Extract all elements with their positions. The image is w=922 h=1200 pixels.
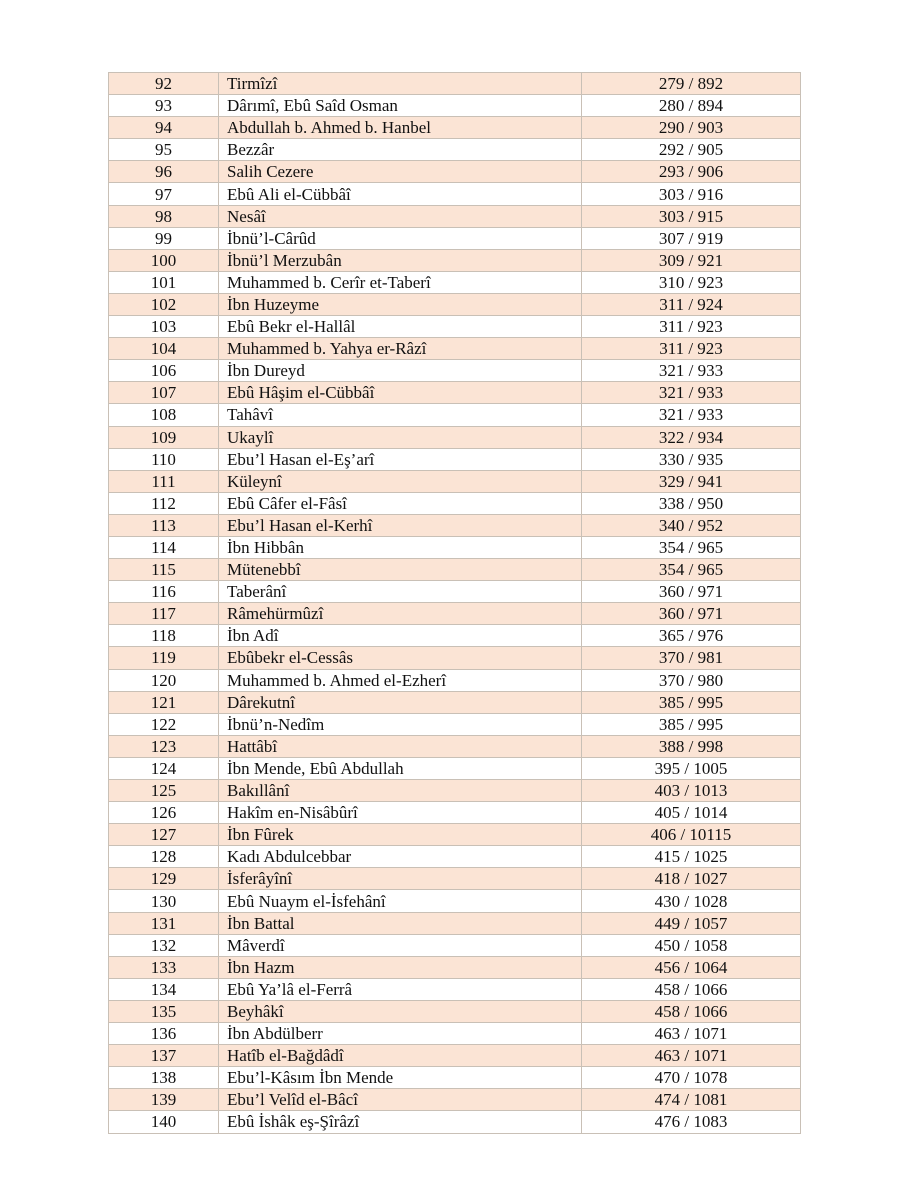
death-date: 406 / 10115	[582, 824, 801, 846]
row-number: 117	[109, 603, 219, 625]
scholar-name: Ebû Nuaym el-İsfehânî	[219, 890, 582, 912]
row-number: 128	[109, 846, 219, 868]
scholar-name: Hatîb el-Bağdâdî	[219, 1045, 582, 1067]
row-number: 113	[109, 514, 219, 536]
row-number: 108	[109, 404, 219, 426]
table-row	[109, 978, 801, 1000]
row-number: 116	[109, 581, 219, 603]
death-date: 329 / 941	[582, 470, 801, 492]
table-row	[109, 514, 801, 536]
row-number: 123	[109, 735, 219, 757]
table-row	[109, 890, 801, 912]
row-number: 134	[109, 978, 219, 1000]
scholar-name: Tirmîzî	[219, 73, 582, 95]
scholar-name: Ebû Câfer el-Fâsî	[219, 492, 582, 514]
table-row	[109, 1045, 801, 1067]
row-number: 100	[109, 249, 219, 271]
death-date: 415 / 1025	[582, 846, 801, 868]
table-row	[109, 316, 801, 338]
scholar-name: Muhammed b. Yahya er-Râzî	[219, 338, 582, 360]
table-row	[109, 868, 801, 890]
death-date: 463 / 1071	[582, 1045, 801, 1067]
death-date: 311 / 923	[582, 316, 801, 338]
scholar-name: Beyhâkî	[219, 1000, 582, 1022]
table-row	[109, 1067, 801, 1089]
scholar-name: Ebûbekr el-Cessâs	[219, 647, 582, 669]
death-date: 360 / 971	[582, 603, 801, 625]
row-number: 125	[109, 780, 219, 802]
row-number: 122	[109, 713, 219, 735]
table-row	[109, 669, 801, 691]
scholar-name: İbn Hibbân	[219, 536, 582, 558]
table-row	[109, 912, 801, 934]
death-date: 463 / 1071	[582, 1023, 801, 1045]
scholar-name: Mütenebbî	[219, 559, 582, 581]
row-number: 118	[109, 625, 219, 647]
scholars-table	[108, 72, 801, 1134]
row-number: 131	[109, 912, 219, 934]
row-number: 101	[109, 271, 219, 293]
row-number: 114	[109, 536, 219, 558]
table-row	[109, 581, 801, 603]
scholar-name: Ebû Ali el-Cübbâî	[219, 183, 582, 205]
scholar-name: Ebû İshâk eş-Şîrâzî	[219, 1111, 582, 1133]
death-date: 476 / 1083	[582, 1111, 801, 1133]
scholar-name: Ebu’l Velîd el-Bâcî	[219, 1089, 582, 1111]
row-number: 136	[109, 1023, 219, 1045]
table-row	[109, 1089, 801, 1111]
table-row	[109, 161, 801, 183]
row-number: 95	[109, 139, 219, 161]
table-row	[109, 205, 801, 227]
table-row	[109, 559, 801, 581]
death-date: 321 / 933	[582, 404, 801, 426]
row-number: 112	[109, 492, 219, 514]
scholar-name: Nesâî	[219, 205, 582, 227]
death-date: 395 / 1005	[582, 757, 801, 779]
row-number: 130	[109, 890, 219, 912]
death-date: 474 / 1081	[582, 1089, 801, 1111]
table-row	[109, 227, 801, 249]
scholar-name: İsferâyînî	[219, 868, 582, 890]
death-date: 307 / 919	[582, 227, 801, 249]
table-row	[109, 1111, 801, 1133]
row-number: 138	[109, 1067, 219, 1089]
table-row	[109, 293, 801, 315]
scholar-name: Abdullah b. Ahmed b. Hanbel	[219, 117, 582, 139]
death-date: 292 / 905	[582, 139, 801, 161]
table-row	[109, 492, 801, 514]
scholar-name: Mâverdî	[219, 934, 582, 956]
scholar-name: İbnü’l Merzubân	[219, 249, 582, 271]
table-row	[109, 780, 801, 802]
death-date: 311 / 924	[582, 293, 801, 315]
table-row	[109, 183, 801, 205]
table-row	[109, 691, 801, 713]
death-date: 365 / 976	[582, 625, 801, 647]
row-number: 119	[109, 647, 219, 669]
table-row	[109, 713, 801, 735]
table-row	[109, 603, 801, 625]
table-row	[109, 735, 801, 757]
death-date: 458 / 1066	[582, 1000, 801, 1022]
scholar-name: Ebû Hâşim el-Cübbâî	[219, 382, 582, 404]
scholar-name: İbn Fûrek	[219, 824, 582, 846]
table-row	[109, 647, 801, 669]
scholar-name: İbnü’l-Cârûd	[219, 227, 582, 249]
death-date: 311 / 923	[582, 338, 801, 360]
table-row	[109, 360, 801, 382]
scholar-name: İbn Mende, Ebû Abdullah	[219, 757, 582, 779]
row-number: 140	[109, 1111, 219, 1133]
table-row	[109, 824, 801, 846]
table-row	[109, 1023, 801, 1045]
death-date: 388 / 998	[582, 735, 801, 757]
death-date: 322 / 934	[582, 426, 801, 448]
row-number: 133	[109, 956, 219, 978]
table-row	[109, 338, 801, 360]
row-number: 102	[109, 293, 219, 315]
death-date: 456 / 1064	[582, 956, 801, 978]
scholar-name: Taberânî	[219, 581, 582, 603]
scholar-name: Hattâbî	[219, 735, 582, 757]
table-row	[109, 426, 801, 448]
scholar-name: Kadı Abdulcebbar	[219, 846, 582, 868]
table-row	[109, 448, 801, 470]
row-number: 127	[109, 824, 219, 846]
row-number: 132	[109, 934, 219, 956]
table-row	[109, 117, 801, 139]
death-date: 430 / 1028	[582, 890, 801, 912]
scholar-name: Ebu’l Hasan el-Kerhî	[219, 514, 582, 536]
row-number: 92	[109, 73, 219, 95]
table-row	[109, 470, 801, 492]
death-date: 449 / 1057	[582, 912, 801, 934]
death-date: 303 / 916	[582, 183, 801, 205]
row-number: 106	[109, 360, 219, 382]
table-row	[109, 1000, 801, 1022]
scholar-name: İbn Adî	[219, 625, 582, 647]
death-date: 370 / 981	[582, 647, 801, 669]
death-date: 280 / 894	[582, 95, 801, 117]
table-row	[109, 95, 801, 117]
scholar-name: İbnü’n-Nedîm	[219, 713, 582, 735]
scholar-name: İbn Dureyd	[219, 360, 582, 382]
death-date: 330 / 935	[582, 448, 801, 470]
scholar-name: Hakîm en-Nisâbûrî	[219, 802, 582, 824]
row-number: 137	[109, 1045, 219, 1067]
table-row	[109, 249, 801, 271]
scholar-name: Tahâvî	[219, 404, 582, 426]
table-row	[109, 934, 801, 956]
scholar-name: Dârımî, Ebû Saîd Osman	[219, 95, 582, 117]
row-number: 121	[109, 691, 219, 713]
scholar-name: İbn Hazm	[219, 956, 582, 978]
death-date: 293 / 906	[582, 161, 801, 183]
death-date: 450 / 1058	[582, 934, 801, 956]
death-date: 279 / 892	[582, 73, 801, 95]
death-date: 340 / 952	[582, 514, 801, 536]
row-number: 103	[109, 316, 219, 338]
row-number: 110	[109, 448, 219, 470]
row-number: 129	[109, 868, 219, 890]
death-date: 418 / 1027	[582, 868, 801, 890]
death-date: 370 / 980	[582, 669, 801, 691]
death-date: 303 / 915	[582, 205, 801, 227]
table-row	[109, 846, 801, 868]
row-number: 135	[109, 1000, 219, 1022]
row-number: 107	[109, 382, 219, 404]
table-row	[109, 271, 801, 293]
row-number: 93	[109, 95, 219, 117]
scholar-name: Ukaylî	[219, 426, 582, 448]
scholar-name: Dârekutnî	[219, 691, 582, 713]
table-row	[109, 536, 801, 558]
scholar-name: İbn Huzeyme	[219, 293, 582, 315]
death-date: 338 / 950	[582, 492, 801, 514]
table-row	[109, 956, 801, 978]
row-number: 120	[109, 669, 219, 691]
table-row	[109, 382, 801, 404]
scholar-name: Bezzâr	[219, 139, 582, 161]
scholar-name: İbn Battal	[219, 912, 582, 934]
row-number: 109	[109, 426, 219, 448]
scholar-name: Ebu’l Hasan el-Eş’arî	[219, 448, 582, 470]
scholar-name: Ebû Ya’lâ el-Ferrâ	[219, 978, 582, 1000]
scholar-name: Küleynî	[219, 470, 582, 492]
scholar-name: İbn Abdülberr	[219, 1023, 582, 1045]
death-date: 354 / 965	[582, 559, 801, 581]
scholar-name: Ebû Bekr el-Hallâl	[219, 316, 582, 338]
row-number: 94	[109, 117, 219, 139]
scholar-name: Salih Cezere	[219, 161, 582, 183]
scholars-table-body	[109, 73, 801, 1134]
row-number: 99	[109, 227, 219, 249]
death-date: 354 / 965	[582, 536, 801, 558]
death-date: 405 / 1014	[582, 802, 801, 824]
table-row	[109, 625, 801, 647]
death-date: 309 / 921	[582, 249, 801, 271]
table-row	[109, 404, 801, 426]
table-row	[109, 802, 801, 824]
scholar-name: Muhammed b. Cerîr et-Taberî	[219, 271, 582, 293]
row-number: 104	[109, 338, 219, 360]
table-row	[109, 757, 801, 779]
scholar-name: Bakıllânî	[219, 780, 582, 802]
death-date: 385 / 995	[582, 713, 801, 735]
death-date: 360 / 971	[582, 581, 801, 603]
death-date: 290 / 903	[582, 117, 801, 139]
row-number: 126	[109, 802, 219, 824]
scholar-name: Râmehürmûzî	[219, 603, 582, 625]
death-date: 458 / 1066	[582, 978, 801, 1000]
scholar-name: Muhammed b. Ahmed el-Ezherî	[219, 669, 582, 691]
death-date: 470 / 1078	[582, 1067, 801, 1089]
row-number: 97	[109, 183, 219, 205]
death-date: 321 / 933	[582, 360, 801, 382]
death-date: 385 / 995	[582, 691, 801, 713]
death-date: 321 / 933	[582, 382, 801, 404]
scholar-name: Ebu’l-Kâsım İbn Mende	[219, 1067, 582, 1089]
row-number: 139	[109, 1089, 219, 1111]
death-date: 310 / 923	[582, 271, 801, 293]
row-number: 111	[109, 470, 219, 492]
row-number: 115	[109, 559, 219, 581]
death-date: 403 / 1013	[582, 780, 801, 802]
row-number: 96	[109, 161, 219, 183]
row-number: 98	[109, 205, 219, 227]
table-row	[109, 73, 801, 95]
table-row	[109, 139, 801, 161]
row-number: 124	[109, 757, 219, 779]
